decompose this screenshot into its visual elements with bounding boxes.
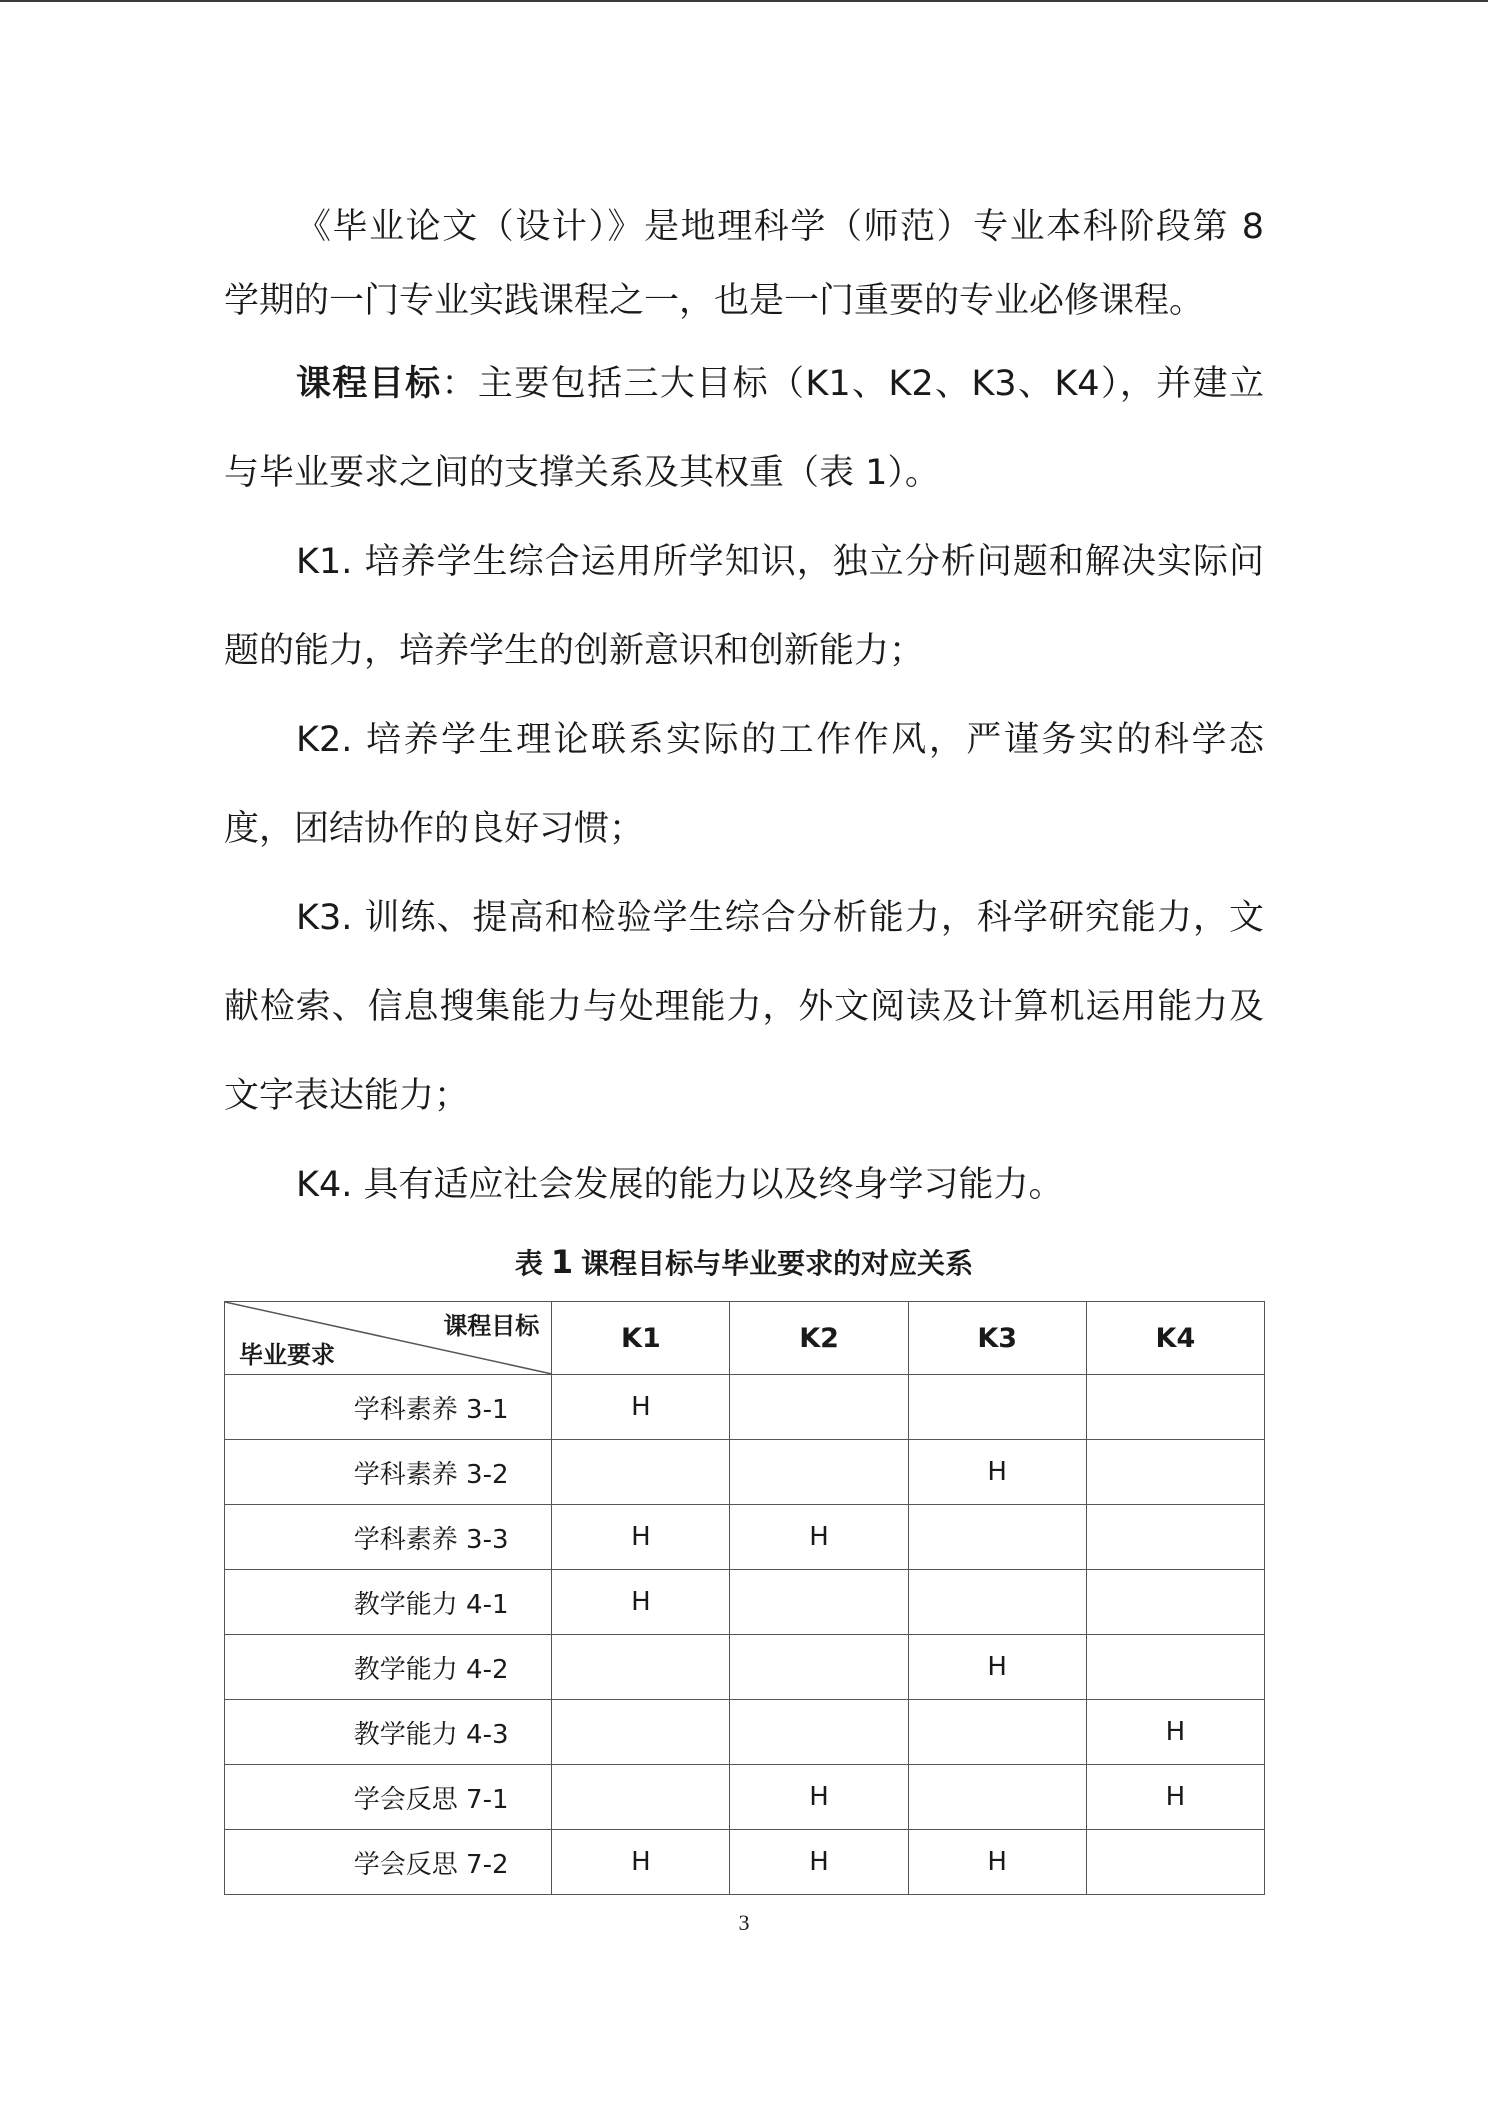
row-label: 学会反思 7-2 (225, 1830, 552, 1895)
table-cell (552, 1635, 730, 1700)
row-label: 学会反思 7-1 (225, 1765, 552, 1830)
table-cell: H (552, 1830, 730, 1895)
goal-requirement-table (224, 1301, 1265, 1895)
row-label: 学科素养 3-2 (225, 1440, 552, 1505)
table-cell (908, 1765, 1086, 1830)
table-cell (908, 1505, 1086, 1570)
table-cell (730, 1570, 908, 1635)
table-cell (730, 1635, 908, 1700)
row-label: 学科素养 3-1 (225, 1375, 552, 1440)
intro-paragraph: 《毕业论文（设计）》是地理科学（师范）专业本科阶段第 8 学期的一门专业实践课程之一，也是一门重要的专业必修课程。 (224, 207, 1264, 321)
table-cell: H (730, 1765, 908, 1830)
table-cell (730, 1440, 908, 1505)
goal-k3-paragraph: K3. 训练、提高和检验学生综合分析能力，科学研究能力，文献检索、信息搜集能力与处理能力，外文阅读及计算机运用能力及文字表达能力； (224, 898, 1264, 1116)
page-top-border (0, 0, 1488, 2)
row-label: 教学能力 4-3 (225, 1700, 552, 1765)
table-row (225, 1570, 1265, 1635)
table-cell (1086, 1505, 1264, 1570)
table-cell: H (1086, 1765, 1264, 1830)
table-cell (908, 1375, 1086, 1440)
table-row (225, 1700, 1265, 1765)
table-cell: H (908, 1440, 1086, 1505)
goal-k4-paragraph: K4. 具有适应社会发展的能力以及终身学习能力。 (296, 1165, 1064, 1205)
table-cell: H (908, 1635, 1086, 1700)
column-header-k4: K4 (1086, 1302, 1264, 1375)
column-header-k3: K3 (908, 1302, 1086, 1375)
table-caption-title: 课程目标与毕业要求的对应关系 (581, 1247, 974, 1280)
table-cell: H (1086, 1700, 1264, 1765)
row-label: 学科素养 3-3 (225, 1505, 552, 1570)
row-label: 教学能力 4-2 (225, 1635, 552, 1700)
table-cell (730, 1375, 908, 1440)
course-goal-lead: 课程目标 (296, 364, 442, 404)
table-cell (552, 1765, 730, 1830)
document-body (224, 190, 1264, 1230)
table-cell: H (552, 1505, 730, 1570)
table-header-row (225, 1302, 1265, 1375)
column-header-k2: K2 (730, 1302, 908, 1375)
column-header-k1: K1 (552, 1302, 730, 1375)
goal-k2-paragraph: K2. 培养学生理论联系实际的工作作风，严谨务实的科学态度，团结协作的良好习惯； (224, 720, 1264, 849)
course-goal-paragraph (224, 340, 1264, 518)
table-cell: H (552, 1570, 730, 1635)
table-corner-cell (225, 1302, 552, 1375)
table-cell: H (908, 1830, 1086, 1895)
table-caption-prefix: 表 (514, 1247, 543, 1280)
table-row (225, 1375, 1265, 1440)
table-row (225, 1635, 1265, 1700)
table-cell (908, 1700, 1086, 1765)
table-cell: H (730, 1830, 908, 1895)
table-row (225, 1765, 1265, 1830)
table-cell (1086, 1635, 1264, 1700)
table-cell (730, 1700, 908, 1765)
row-label: 教学能力 4-1 (225, 1570, 552, 1635)
table-cell: H (730, 1505, 908, 1570)
table-row (225, 1830, 1265, 1895)
table-cell (908, 1570, 1086, 1635)
corner-label-goals: 课程目标 (443, 1312, 540, 1340)
page-number: 3 (738, 1910, 750, 1935)
table-caption (224, 1238, 1264, 1288)
table-row (225, 1440, 1265, 1505)
table-cell (1086, 1375, 1264, 1440)
table-cell (552, 1440, 730, 1505)
table-caption-number: 1 (550, 1243, 574, 1281)
table-cell: H (552, 1375, 730, 1440)
table-cell (552, 1700, 730, 1765)
goal-k1-paragraph: K1. 培养学生综合运用所学知识，独立分析问题和解决实际问题的能力，培养学生的创新意识和创新能力； (224, 542, 1264, 671)
table-row (225, 1505, 1265, 1570)
course-goal-text: ：主要包括三大目标（K1、K2、K3、K4），并建立与毕业要求之间的支撑关系及其权重（表 1）。 (224, 364, 1264, 493)
table-cell (1086, 1830, 1264, 1895)
table-cell (1086, 1570, 1264, 1635)
table-cell (1086, 1440, 1264, 1505)
corner-label-requirements: 毕业要求 (239, 1341, 335, 1369)
